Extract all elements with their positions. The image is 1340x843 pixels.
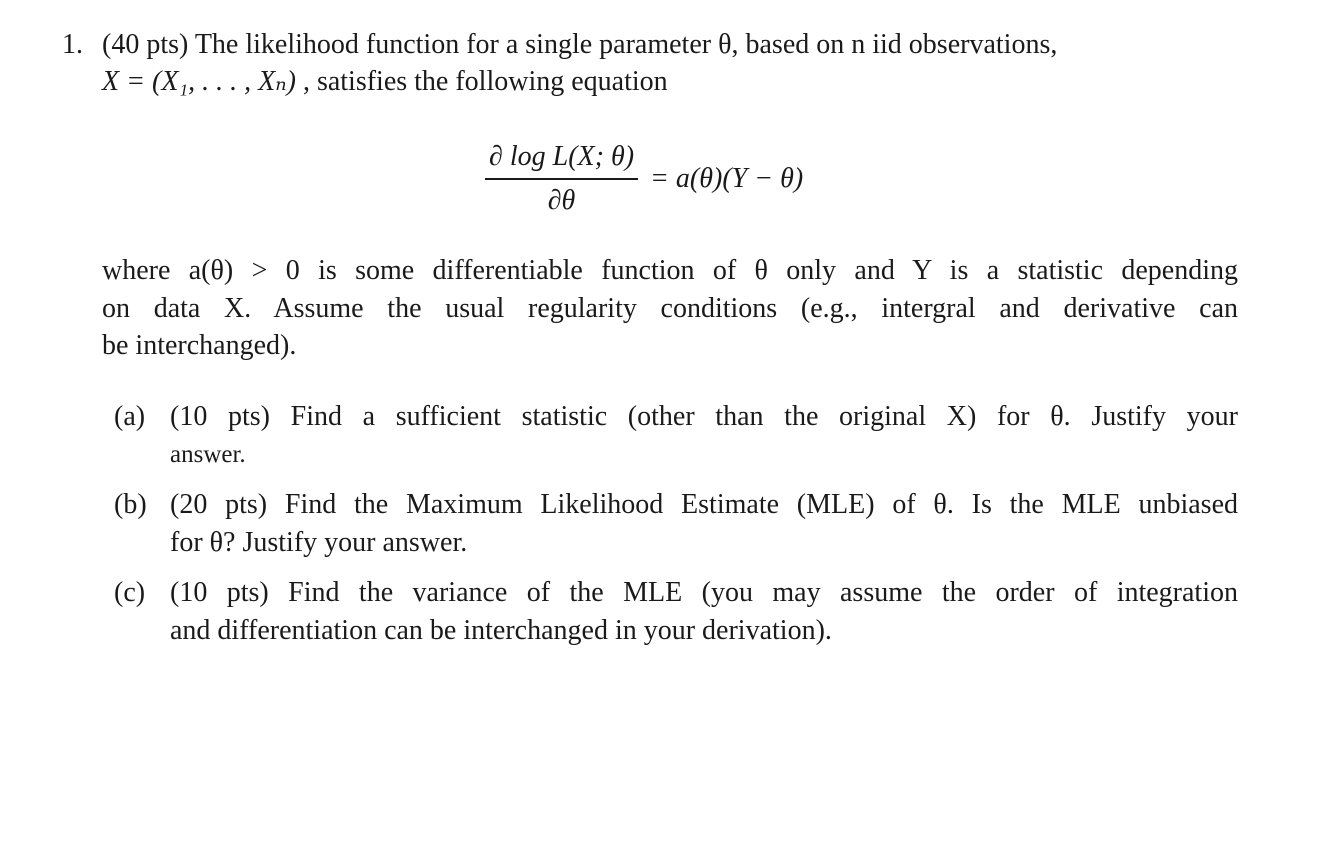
sub-question-text: (20 pts) Find the Maximum Likelihood Estimate (MLE) of θ. Is the MLE unbiased [170,489,1238,520]
paragraph-line-2: on data X. Assume the usual regularity conditions (e.g., intergral and derivative can [102,292,1238,324]
sub-question-a [114,398,1238,474]
problem-line-2-text: , satisfies the following equation [295,66,668,97]
sub-question-text: (10 pts) Find the variance of the MLE (you may assume the order of integration [170,577,1238,608]
paragraph-line-1: where a(θ) > 0 is some differentiable function of θ only and Y is a statistic depending [102,255,1238,286]
problem-intro-text: (40 pts) The likelihood function for a single parameter θ, based on n iid observations, [102,29,1058,60]
observations-vector: X = (X₁, . . . , Xₙ) [102,66,296,97]
sub-question-text: answer. [170,441,246,468]
equation-rhs: = a(θ)(Y − θ) [650,162,804,194]
sub-question-b [114,486,1238,562]
problem-number: 1. [62,29,83,60]
equation-fraction [485,140,638,218]
problem-statement [62,26,1242,100]
sub-question-text: (10 pts) Find a sufficient statistic (other than the original X) for θ. Justify your [170,401,1238,432]
score-equation [485,140,803,218]
equation-numerator: ∂ log L(X; θ) [489,141,635,172]
sub-question-text: for θ? Justify your answer. [170,527,468,558]
assumptions-paragraph [102,252,1238,365]
sub-question-label: (a) [114,401,146,432]
problem-line-1 [62,26,1242,63]
sub-question-text: and differentiation can be interchanged in your derivation). [170,615,832,646]
sub-questions [114,398,1238,662]
sub-question-c [114,574,1238,650]
paragraph-line-3: be interchanged). [102,330,297,361]
sub-question-label: (c) [114,577,146,608]
problem-line-2 [62,63,1242,100]
sub-question-label: (b) [114,489,147,520]
equation-denominator: ∂θ [547,184,576,216]
